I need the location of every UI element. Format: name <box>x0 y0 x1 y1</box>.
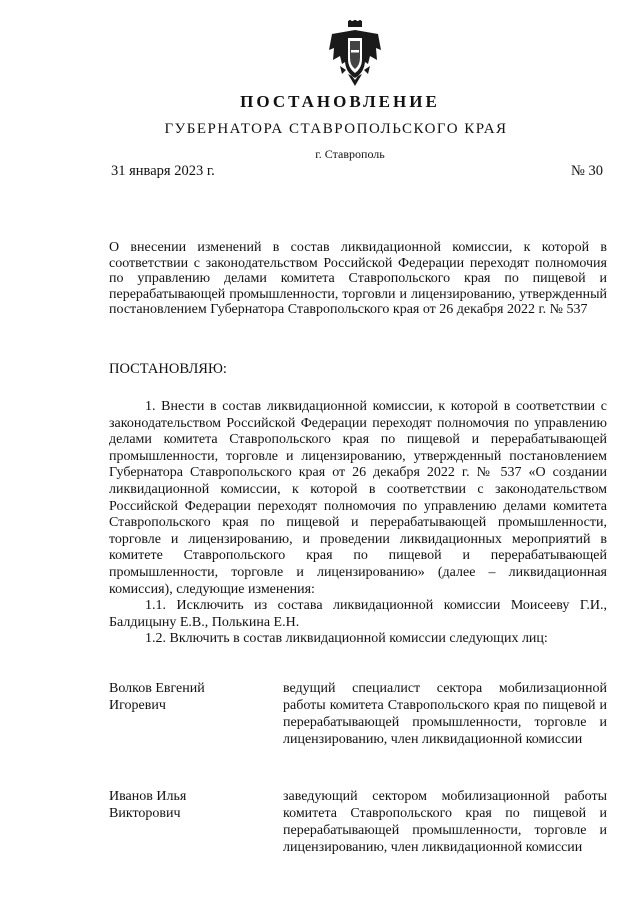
document-number: № 30 <box>571 163 603 179</box>
issuer-subtitle: ГУБЕРНАТОРА СТАВРОПОЛЬСКОГО КРАЯ <box>164 121 508 137</box>
member-patronymic: Викторович <box>109 806 181 821</box>
document-caption: О внесении изменений в состав ликвидационной комиссии, к которой в соответствии с законодательством Российской Федерации переходят полномочия по управлению делами комитета Ставропольского края по пищевой и перерабатывающей промышленности, торговли и лицензированию, утвержденный постановлением Губернатора Ставропольского края от 26 декабря 2022 г. № 537 <box>109 240 607 317</box>
document-date: 31 января 2023 г. <box>111 163 215 179</box>
member-role: ведущий специалист сектора мобилизационной работы комитета Ставропольского края по пищевой и перерабатывающей промышленности, торговле и лицензированию, член ликвидационной комиссии <box>283 681 607 747</box>
paragraph-1: 1. Внести в состав ликвидационной комиссии, к которой в соответствии с законодательством Российской Федерации переходят полномочия по управлению делами комитета Ставропольского края по пищевой и перерабатывающей промышленности, торговле и лицензированию, утвержденный постановлением Губернатора Ставропольского края от 26 декабря 2022 г. № 537 «О создании ликвидационной комиссии, к которой в соответствии с законодательством Российской Федерации переходят полномочия по управлению делами комитета Ставропольского края по пищевой и перерабатывающей промышленности, торговле и лицензированию, и проведении ликвидационных мероприятий в комитете Ставропольского края по пищевой и перерабатывающей промышленности, торговле и лицензированию» (далее – ликвидационная комиссия), следующие изменения: <box>109 399 607 597</box>
member-role: заведующий сектором мобилизационной работы комитета Ставропольского края по пищевой и перерабатывающей промышленности, торговле и лицензированию, член ликвидационной комиссии <box>283 789 607 855</box>
order-word: ПОСТАНОВЛЯЮ: <box>109 361 227 377</box>
coat-of-arms-icon <box>328 20 382 86</box>
document-title: ПОСТАНОВЛЕНИЕ <box>240 92 440 111</box>
member-surname-name: Иванов Илья <box>109 789 187 804</box>
paragraph-1-2: 1.2. Включить в состав ликвидационной комиссии следующих лиц: <box>145 631 548 647</box>
member-patronymic: Игоревич <box>109 698 166 713</box>
document-body <box>109 399 607 648</box>
paragraph-1-1: 1.1. Исключить из состава ликвидационной комиссии Моисееву Г.И., Балдицыну Е.В., Полькина Е.Н. <box>109 598 607 630</box>
member-surname-name: Волков Евгений <box>109 681 205 696</box>
member-name <box>109 680 259 714</box>
city-label: г. Ставрополь <box>315 147 385 161</box>
member-name <box>109 788 259 822</box>
